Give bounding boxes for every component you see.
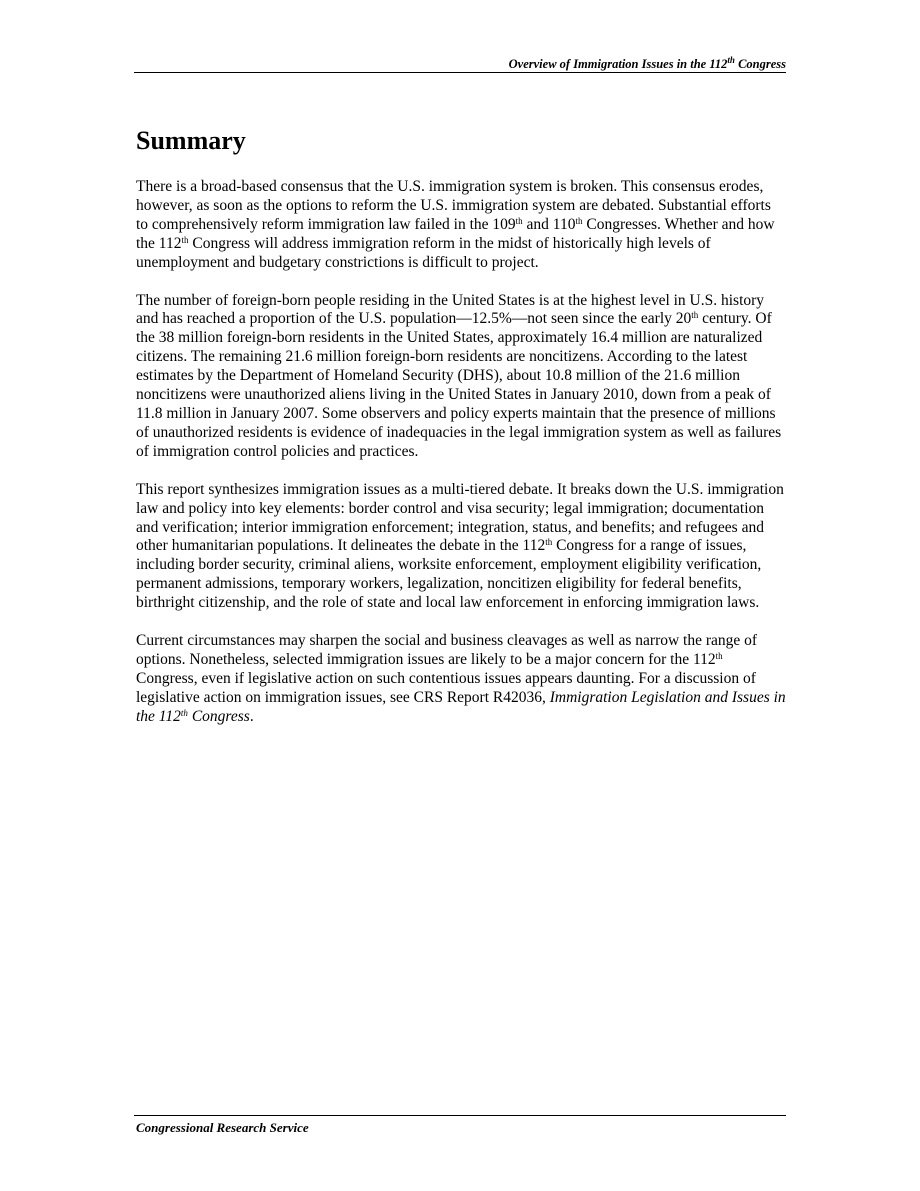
paragraph-2 — [136, 292, 786, 462]
paragraph-2-text-2: century. Of the 38 million foreign-born residents in the United States, approximately 16.4 million are naturalized citizens. The remaining 21.6 million foreign-born residents are noncitizens. According to the latest estimates by the Department of Homeland Security (DHS), about 10.8 million of the 21.6 million noncitizens were unauthorized aliens living in the United States in January 2010, down from a peak of 11.8 million in January 2007. Some observers and policy experts maintain that the presence of millions of unauthorized residents is evidence of inadequacies in the legal immigration system as well as failures of immigration control policies and practices. — [136, 310, 782, 460]
paragraph-4-sup-1: th — [715, 650, 723, 661]
page-title: Summary — [136, 126, 246, 155]
paragraph-1-sup-1: th — [515, 215, 523, 226]
summary-body — [136, 178, 786, 746]
paragraph-4-text-3: . — [249, 707, 254, 725]
running-footer: Congressional Research Service — [136, 1120, 309, 1135]
report-title-text-end: Congress — [187, 707, 250, 725]
paragraph-1-text-3: Congresses. Whether and how the 112 — [136, 215, 775, 252]
header-divider — [134, 72, 786, 73]
paragraph-1 — [136, 178, 786, 273]
paragraph-1-text-1: There is a broad-based consensus that the U.S. immigration system is broken. This consensus erodes, however, as soon as the options to reform the U.S. immigration system are debated. Substantial efforts to comprehensively reform immigration law failed in the 109 — [136, 178, 771, 233]
running-header-text: Overview of Immigration Issues in the 112 — [508, 57, 728, 71]
report-title-text: Immigration Legislation and Issues in the 112 — [136, 688, 786, 725]
footer-divider — [134, 1115, 786, 1116]
paragraph-1-text-4: Congress will address immigration reform in the midst of historically high levels of unemployment and budgetary constrictions is difficult to project. — [136, 234, 711, 271]
paragraph-1-sup-2: th — [575, 215, 583, 226]
paragraph-2-sup-1: th — [691, 310, 699, 321]
paragraph-3-text-1: This report synthesizes immigration issues as a multi-tiered debate. It breaks down the U.S. immigration law and policy into key elements: border control and visa security; legal immigration; documentation and verification; interior immigration enforcement; integration, status, and benefits; and refugees and other humanitarian populations. It delineates the debate in the 112 — [136, 480, 784, 555]
paragraph-3-text-2: Congress for a range of issues, including border security, criminal aliens, worksite enforcement, employment eligibility verification, permanent admissions, temporary workers, legalization, noncitizen eligibility for federal benefits, birthright citizenship, and the role of state and local law enforcement in enforcing immigration laws. — [136, 537, 762, 612]
paragraph-2-text-1: The number of foreign-born people residing in the United States is at the highest level in U.S. history and has reached a proportion of the U.S. population—12.5%—not seen since the early 20 — [136, 291, 765, 328]
paragraph-4 — [136, 632, 786, 727]
paragraph-1-text-2: and 110 — [522, 215, 576, 233]
running-header — [134, 56, 786, 72]
paragraph-1-sup-3: th — [181, 234, 189, 245]
running-header-superscript: th — [727, 55, 735, 65]
report-title-sup: th — [180, 707, 188, 718]
paragraph-4-text-1: Current circumstances may sharpen the social and business cleavages as well as narrow the range of options. Nonetheless, selected immigration issues are likely to be a major concern for the 112 — [136, 632, 758, 668]
paragraph-3-sup-1: th — [545, 537, 553, 548]
paragraph-3 — [136, 481, 786, 613]
running-header-text-end: Congress — [734, 57, 786, 71]
paragraph-4-text-2: Congress, even if legislative action on such contentious issues appears daunting. For a discussion of legislative action on immigration issues, see CRS Report R42036, — [136, 669, 756, 706]
